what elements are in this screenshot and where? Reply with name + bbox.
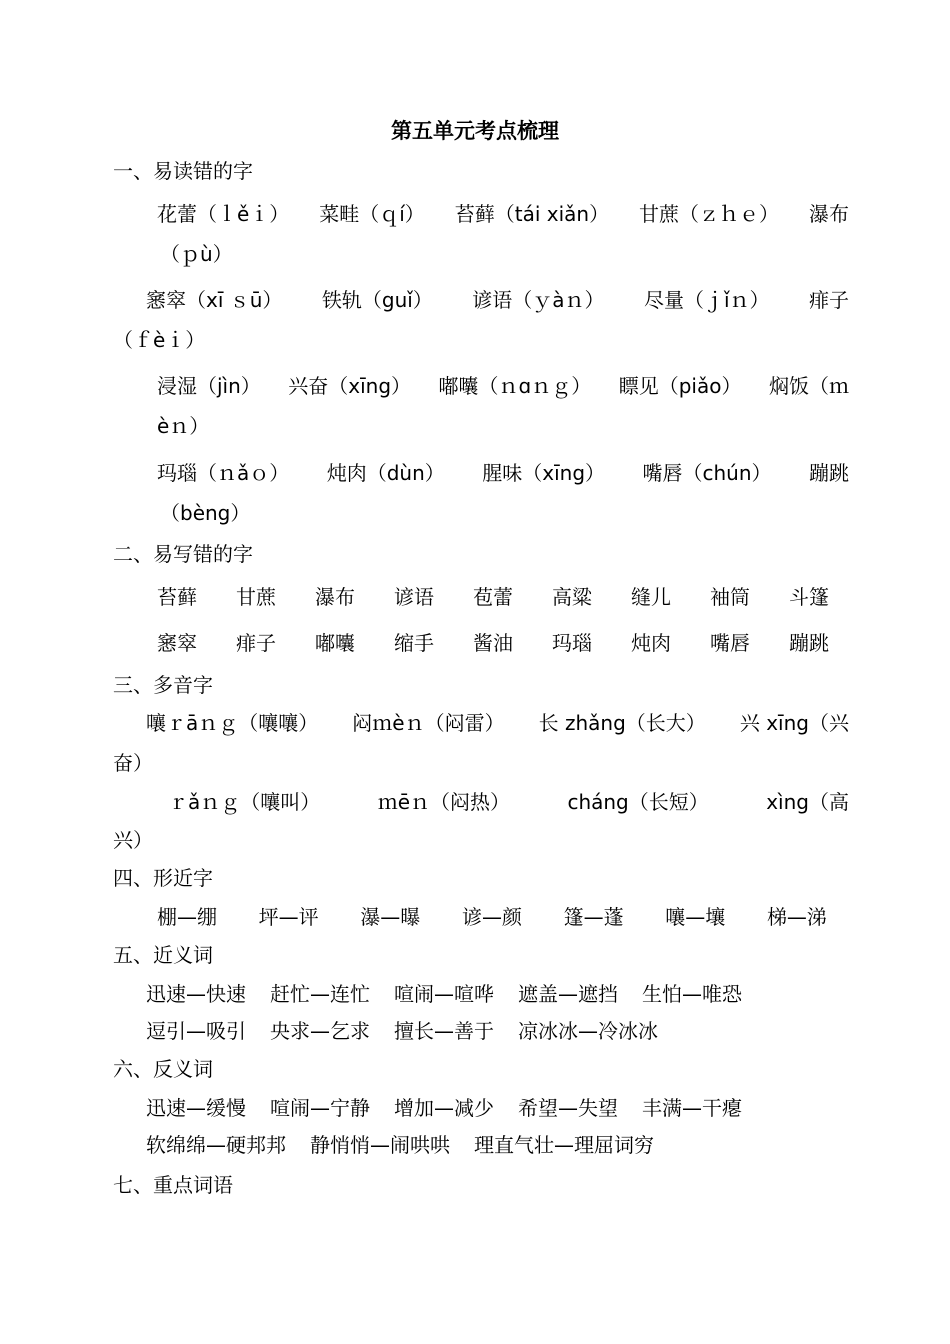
word-item: 窸窣 (157, 631, 197, 655)
pinyin-item: 嘟囔（ｎɑｎｇ） (438, 374, 592, 398)
pinyin-item: 铁轨（guǐ） (321, 288, 433, 312)
word-item: 斗篷 (789, 585, 829, 609)
similar-char-item: 瀑—曝 (360, 905, 421, 929)
word-item: 酱油 (473, 631, 513, 655)
pinyin-item: 痱子 (808, 288, 849, 312)
pinyin-row-1 (157, 200, 849, 228)
polyphone-row-2 (168, 788, 849, 816)
pinyin-item: 菜畦（ｑí） (319, 202, 425, 226)
similar-char-item: 谚—颜 (461, 905, 522, 929)
synonym-item: 逗引—吸引 (146, 1019, 246, 1043)
page-title: 第五单元考点梳理 (391, 119, 559, 143)
similar-char-item: 坪—评 (258, 905, 319, 929)
synonym-item: 央求—乞求 (270, 1019, 370, 1043)
word-item: 痱子 (236, 631, 276, 655)
section-heading-7: 七、重点词语 (113, 1173, 233, 1197)
synonym-item: 凉冰冰—冷冰冰 (518, 1019, 658, 1043)
pinyin-row-4 (157, 459, 849, 487)
synonym-item: 赶忙—连忙 (270, 982, 370, 1006)
pinyin-item: 苔藓（tái xiǎn） (454, 202, 610, 226)
pinyin-row-3 (157, 372, 849, 400)
polyphone-item: ｒǎｎｇ（嚷叫） (168, 790, 321, 814)
word-item: 瀑布 (315, 585, 355, 609)
word-item: 袖筒 (710, 585, 750, 609)
pinyin-item: 瞟见（piǎo） (618, 374, 742, 398)
word-row-2 (157, 629, 829, 657)
word-item: 缩手 (394, 631, 434, 655)
pinyin-item: 花蕾（ｌěｉ） (157, 202, 290, 226)
section-heading-1: 一、易读错的字 (113, 159, 253, 183)
section-heading-6: 六、反义词 (113, 1057, 213, 1081)
synonym-item: 遮盖—遮挡 (518, 982, 618, 1006)
similar-char-item: 棚—绷 (157, 905, 217, 929)
antonym-item: 希望—失望 (518, 1096, 618, 1120)
section-heading-5: 五、近义词 (113, 943, 213, 967)
pinyin-item: 嘴唇（chún） (642, 461, 772, 485)
word-item: 炖肉 (631, 631, 671, 655)
pinyin-item: 尽量（ｊǐｎ） (643, 288, 770, 312)
word-item: 嘴唇 (710, 631, 750, 655)
pinyin-item: 玛瑙（ｎǎｏ） (157, 461, 290, 485)
word-item: 甘蔗 (236, 585, 276, 609)
word-row-1 (157, 583, 829, 611)
word-item: 蹦跳 (789, 631, 829, 655)
antonym-item: 软绵绵—硬邦邦 (146, 1133, 286, 1157)
pinyin-row-3-cont: èｎ） (157, 414, 210, 438)
pinyin-row-4-cont: （bèng） (160, 501, 251, 525)
polyphone-row-2-cont: 兴） (113, 828, 153, 852)
polyphone-item: ｍēｎ（闷热） (377, 790, 511, 814)
pinyin-item: 瀑布 (808, 202, 849, 226)
antonym-row-1 (146, 1094, 742, 1122)
pinyin-item: 炖肉（dùn） (326, 461, 445, 485)
polyphone-item: 闷ｍèｎ（闷雷） (352, 711, 505, 735)
polyphone-row-1 (146, 709, 849, 737)
synonym-item: 生怕—唯恐 (642, 982, 742, 1006)
polyphone-item: 嚷ｒāｎｇ（嚷嚷） (146, 711, 319, 735)
word-item: 高粱 (552, 585, 592, 609)
pinyin-item: 甘蔗（ｚｈｅ） (639, 202, 780, 226)
similar-char-item: 梯—涕 (766, 905, 827, 929)
similar-char-item: 篷—蓬 (563, 905, 624, 929)
word-item: 玛瑙 (552, 631, 592, 655)
polyphone-item: cháng（长短） (567, 790, 709, 814)
pinyin-item: 窸窣（xī ｓū） (146, 288, 283, 312)
antonym-item: 增加—减少 (394, 1096, 494, 1120)
pinyin-item: 谚语（ｙàｎ） (472, 288, 605, 312)
similar-char-item: 嚷—壤 (665, 905, 726, 929)
word-item: 苔藓 (157, 585, 197, 609)
section-heading-3: 三、多音字 (113, 673, 213, 697)
pinyin-item: 兴奋（xīng） (288, 374, 412, 398)
word-item: 苞蕾 (473, 585, 513, 609)
section-heading-4: 四、形近字 (113, 866, 213, 890)
antonym-item: 喧闹—宁静 (270, 1096, 370, 1120)
pinyin-item: 浸湿（jìn） (157, 374, 261, 398)
word-item: 缝儿 (631, 585, 671, 609)
synonym-item: 迅速—快速 (146, 982, 246, 1006)
antonym-item: 丰满—干瘪 (642, 1096, 742, 1120)
pinyin-item: 蹦跳 (808, 461, 849, 485)
similar-char-row (157, 903, 827, 931)
synonym-row-1 (146, 980, 742, 1008)
pinyin-item: 焖饭（ｍ (768, 374, 849, 398)
antonym-item: 迅速—缓慢 (146, 1096, 246, 1120)
polyphone-row-1-cont: 奋） (113, 751, 153, 775)
polyphone-item: 长 zhǎng（长大） (538, 711, 706, 735)
polyphone-item: xìng（高 (766, 790, 849, 814)
pinyin-row-1-cont: （ｐù） (160, 242, 233, 266)
pinyin-item: 腥味（xīng） (482, 461, 606, 485)
section-heading-2: 二、易写错的字 (113, 542, 253, 566)
pinyin-row-2 (146, 286, 849, 314)
synonym-row-2 (146, 1017, 658, 1045)
polyphone-item: 兴 xīng（兴 (739, 711, 849, 735)
synonym-item: 喧闹—喧哗 (394, 982, 494, 1006)
word-item: 嘟囔 (315, 631, 355, 655)
antonym-item: 理直气壮—理屈词穷 (474, 1133, 654, 1157)
antonym-item: 静悄悄—闹哄哄 (310, 1133, 450, 1157)
word-item: 谚语 (394, 585, 434, 609)
pinyin-row-2-cont: （ｆèｉ） (113, 328, 206, 352)
synonym-item: 擅长—善于 (394, 1019, 494, 1043)
antonym-row-2 (146, 1131, 654, 1159)
